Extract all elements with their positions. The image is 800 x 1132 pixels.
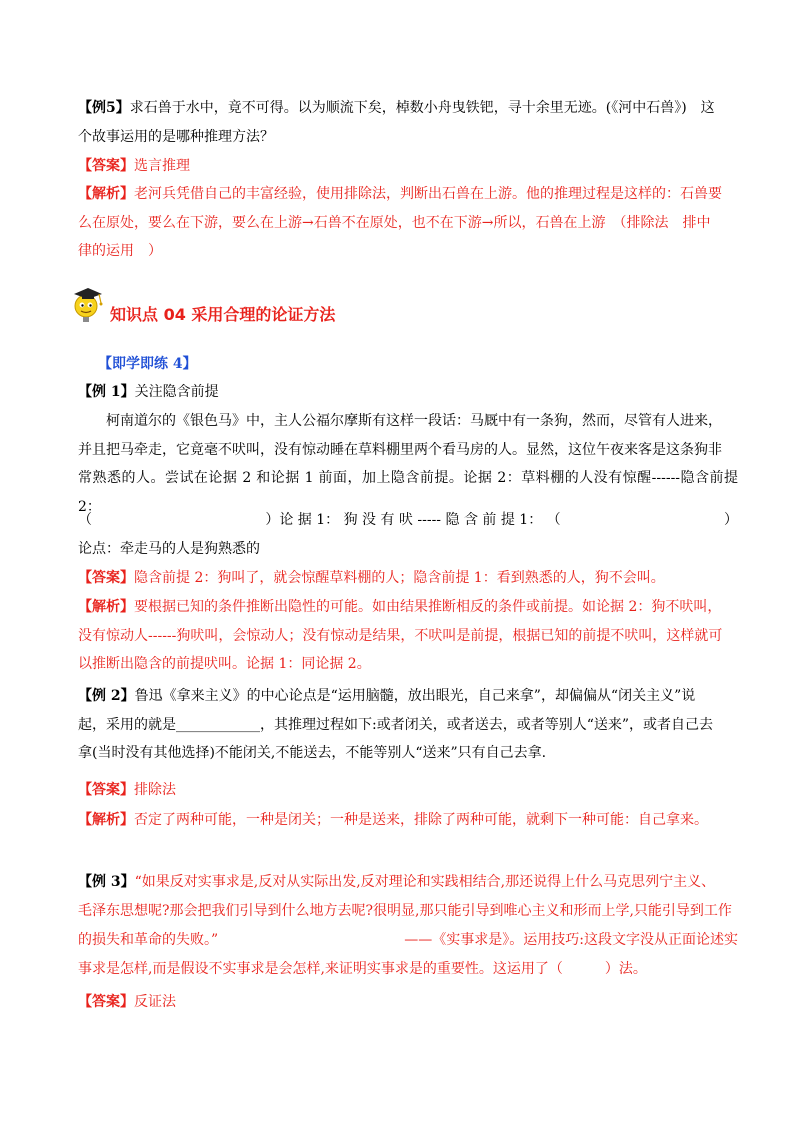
section-title: 知识点 04 采用合理的论证方法 [110, 304, 336, 324]
example-1-analysis: 【解析】要根据已知的条件推断出隐性的可能。如由结果推断相反的条件或前提。如论据 2：狗不吠叫， 没有惊动人------狗吠叫，会惊动人；没有惊动是结果，不吠叫是前提，根据已知的前提不吠叫，这样就可 以推断出隐含的前提吠叫。论据 1：同论据 2。 [78, 599, 723, 672]
example-2-analysis: 【解析】否定了两种可能，一种是闭关；一种是送来，排除了两种可能，就剩下一种可能：自己拿来。 [78, 812, 708, 828]
example-3-question: 【例 3】“如果反对实事求是,反对从实际出发,反对理论和实践相结合,那还说得上什么马克思列宁主义、 毛泽东思想呢?那会把我们引导到什么地方去呢?很明显,那只能引导到唯心主义和形而上学,只能引导到工作 [78, 874, 732, 919]
example-5-question: 【例5】求石兽于水中，竟不可得。以为顺流下矣，棹数小舟曳铁钯，寻十余里无迹。(《河中石兽》) 这 个故事运用的是哪种推理方法？ [78, 100, 715, 145]
example-3-technique: 事求是怎样,而是假设不实事求是会怎样,来证明实事求是的重要性。这运用了（ ）法。 [78, 961, 647, 977]
practice-label: 【即学即练 4】 [98, 356, 197, 372]
example-1-answer: 【答案】隐含前提 2：狗叫了，就会惊醒草料棚的人；隐含前提 1：看到熟悉的人，狗不会叫。 [78, 570, 665, 586]
example-5-analysis: 【解析】老河兵凭借自己的丰富经验，使用排除法，判断出石兽在上游。他的推理过程是这样的：石兽要 么在原处，要么在下游，要么在上游→石兽不在原处，也不在下游→所以，石兽在上游 （排除法 排中 律的运用 ） [78, 186, 722, 259]
example-1-blanks: （ ）论 据 1： 狗 没 有 吠 ----- 隐 含 前 提 1： （ ） [78, 512, 738, 528]
example-5-answer: 【答案】选言推理 [78, 158, 190, 174]
example-1-title: 【例 1】关注隐含前提 [78, 384, 219, 400]
example-2-answer: 【答案】排除法 [78, 782, 176, 798]
example-3-answer: 【答案】反证法 [78, 994, 176, 1010]
example-3-source-line: 的损失和革命的失败。” ——《实事求是》。运用技巧:这段文字没从正面论述实 [78, 932, 738, 948]
example-1-body: 柯南道尔的《银色马》中，主人公福尔摩斯有这样一段话：马厩中有一条狗，然而，尽管有人进来， 并且把马牵走，它竟毫不吠叫，没有惊动睡在草料棚里两个看马房的人。显然，这位午夜来客是这条狗非 常熟悉的人。尝试在论据 2 和论据 1 前面，加上隐含前提。论据 2：草料棚的人没有惊醒------隐含前提 2： [78, 413, 738, 515]
example-2-question: 【例 2】鲁迅《拿来主义》的中心论点是“运用脑髓，放出眼光，自己来拿”，却偏偏从“闭关主义”说 起，采用的就是____________，其推理过程如下:或者闭关，或者送去，或者等别人“送来”，或者自己去 拿(当时没有其他选择)不能闭关,不能送去，不能等别人“送来”只有自己去拿. [78, 688, 714, 761]
example-1-conclusion: 论点：牵走马的人是狗熟悉的 [78, 541, 260, 557]
section-heading [66, 284, 335, 328]
graduate-lightbulb-icon [66, 284, 106, 328]
